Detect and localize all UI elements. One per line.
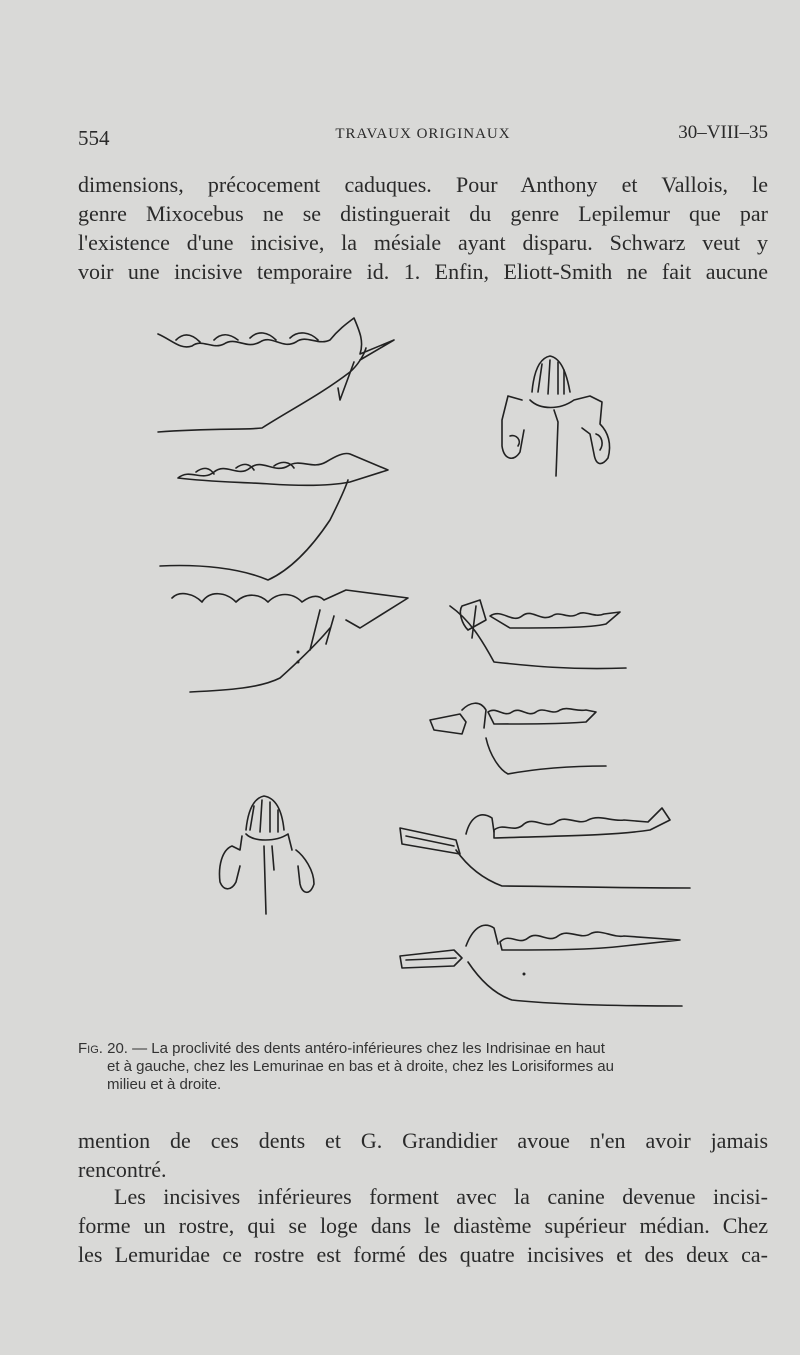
running-header (78, 122, 768, 152)
text-line: mention de ces dents et G. Grandidier avoue n'en avoir jamais (78, 1128, 768, 1153)
figure-jaw-drawings (150, 310, 710, 1020)
figure-caption (78, 1040, 768, 1094)
text-line: forme un rostre, qui se loge dans le diastème supérieur médian. Chez (78, 1213, 768, 1238)
jaw-drawing-5 (430, 703, 606, 774)
incisor-front-view-1 (502, 356, 610, 476)
figure-label: Fig. 20. (78, 1040, 128, 1057)
text-line: dimensions, précocement caduques. Pour Anthony et Vallois, le (78, 172, 768, 197)
text-line: voir une incisive temporaire id. 1. Enfin, Eliott-Smith ne fait aucune (78, 259, 768, 284)
running-title: TRAVAUX ORIGINAUX (335, 126, 511, 142)
header-date: 30–VIII–35 (678, 122, 768, 143)
caption-line: milieu et à droite. (107, 1076, 222, 1093)
text-line: les Lemuridae ce rostre est formé des quatre incisives et des deux ca- (78, 1242, 768, 1267)
paragraph-middle (78, 1126, 768, 1184)
jaw-drawing-2 (160, 453, 388, 580)
jaw-drawing-7 (400, 925, 682, 1006)
text-line: rencontré. (78, 1157, 167, 1182)
paragraph-bottom (78, 1182, 768, 1269)
jaw-drawing-3 (172, 590, 408, 692)
caption-line: et à gauche, chez les Lemurinae en bas et à droite, chez les Lorisiformes au (107, 1058, 614, 1075)
caption-line: Fig. 20. — La proclivité des dents antéro-inférieures chez les Indrisinae en haut (78, 1040, 605, 1057)
text-line: Les incisives inférieures forment avec la canine devenue incisi- (114, 1184, 768, 1209)
text-line: genre Mixocebus ne se distinguerait du genre Lepilemur que par (78, 201, 768, 226)
paragraph-top (78, 170, 768, 286)
page-number: 554 (78, 126, 110, 150)
incisor-front-view-2 (220, 796, 315, 914)
jaw-drawing-4 (450, 600, 626, 669)
jaw-drawing-1 (158, 318, 394, 432)
jaw-drawing-6 (400, 808, 690, 888)
text-line: l'existence d'une incisive, la mésiale ayant disparu. Schwarz veut y (78, 230, 768, 255)
